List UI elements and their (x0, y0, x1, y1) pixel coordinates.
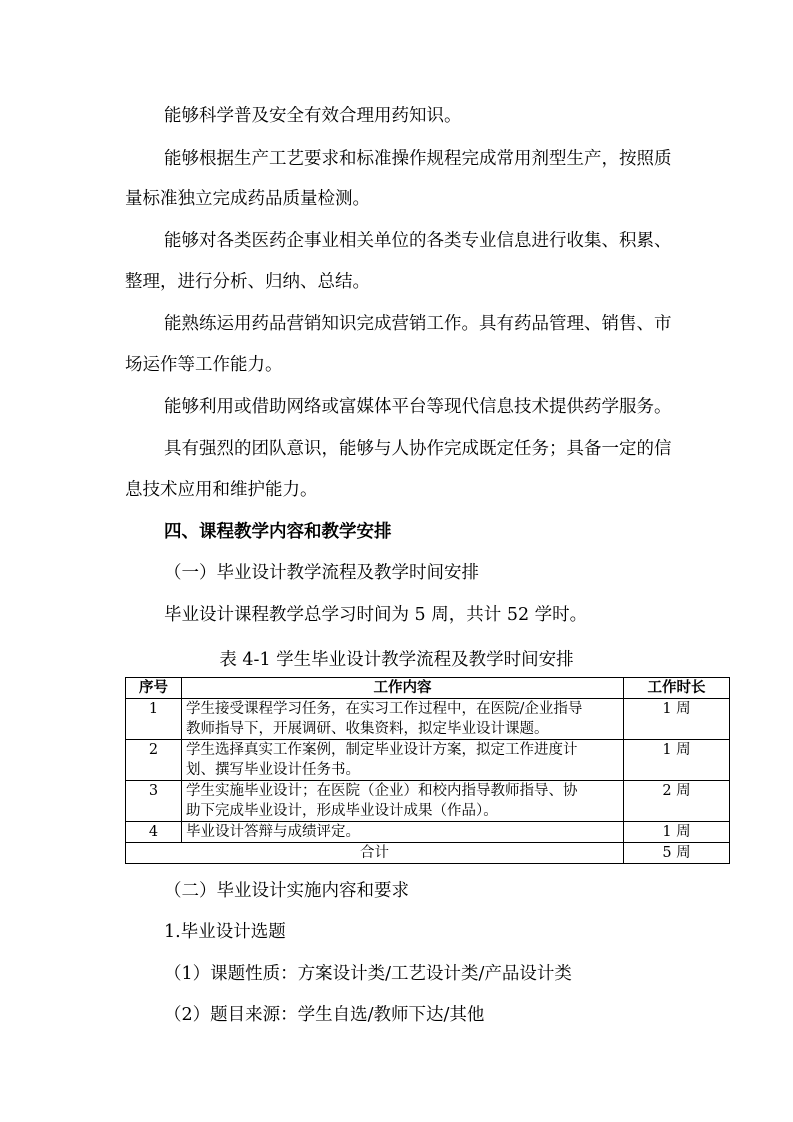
section-heading: 四、课程教学内容和教学安排 (164, 522, 392, 542)
row-content-line: 学生选择真实工作案例，制定毕业设计方案，拟定工作进度计 (186, 742, 578, 758)
row-no: 4 (126, 822, 182, 843)
paragraph: 能够根据生产工艺要求和标准操作规程完成常用剂型生产，按照质 (164, 149, 672, 169)
paragraph: 能够科学普及安全有效合理用药知识。 (164, 106, 462, 126)
table-row (126, 781, 730, 822)
total-value: 5 周 (624, 843, 730, 864)
row-duration: 1 周 (624, 740, 730, 781)
row-content-line: 学生接受课程学习任务，在实习工作过程中，在医院/企业指导 (186, 701, 583, 717)
table-header-row (126, 678, 730, 699)
paragraph: 量标准独立完成药品质量检测。 (125, 189, 370, 209)
paragraph: 能熟练运用药品营销知识完成营销工作。具有药品管理、销售、市 (164, 314, 672, 334)
row-no: 2 (126, 740, 182, 781)
list-item: （2）题目来源：学生自选/教师下达/其他 (164, 1005, 485, 1025)
table-row (126, 740, 730, 781)
total-label: 合计 (126, 843, 624, 864)
header-no: 序号 (126, 678, 182, 699)
paragraph: 整理，进行分析、归纳、总结。 (125, 272, 370, 292)
row-duration: 2 周 (624, 781, 730, 822)
row-content (182, 740, 624, 781)
header-content: 工作内容 (182, 678, 624, 699)
row-duration: 1 周 (624, 699, 730, 740)
row-duration: 1 周 (624, 822, 730, 843)
paragraph: 息技术应用和维护能力。 (125, 480, 318, 500)
paragraph: 能够利用或借助网络或富媒体平台等现代信息技术提供药学服务。 (164, 397, 672, 417)
row-content-line: 教师指导下，开展调研、收集资料，拟定毕业设计课题。 (186, 721, 549, 737)
row-no: 1 (126, 699, 182, 740)
row-content-line: 毕业设计答辩与成绩评定。 (186, 824, 360, 840)
list-item: 1.毕业设计选题 (164, 922, 286, 942)
row-content-line: 划、撰写毕业设计任务书。 (186, 762, 360, 778)
row-content (182, 699, 624, 740)
schedule-table (125, 677, 730, 864)
table-row (126, 699, 730, 740)
row-content (182, 822, 624, 843)
intro-text: 毕业设计课程教学总学习时间为 5 周，共计 52 学时。 (164, 605, 588, 625)
paragraph: 具有强烈的团队意识，能够与人协作完成既定任务；具备一定的信 (164, 439, 672, 459)
list-item: （1）课题性质：方案设计类/工艺设计类/产品设计类 (164, 964, 572, 984)
header-duration: 工作时长 (624, 678, 730, 699)
row-no: 3 (126, 781, 182, 822)
table-total-row (126, 843, 730, 864)
subheading: （二）毕业设计实施内容和要求 (164, 881, 409, 901)
table-caption: 表 4-1 学生毕业设计教学流程及教学时间安排 (219, 650, 574, 670)
table-row (126, 822, 730, 843)
paragraph: 场运作等工作能力。 (125, 355, 283, 375)
paragraph: 能够对各类医药企事业相关单位的各类专业信息进行收集、积累、 (164, 231, 672, 251)
row-content-line: 学生实施毕业设计；在医院（企业）和校内指导教师指导、协 (186, 783, 578, 799)
subheading: （一）毕业设计教学流程及教学时间安排 (164, 563, 479, 583)
row-content (182, 781, 624, 822)
row-content-line: 助下完成毕业设计，形成毕业设计成果（作品）。 (186, 803, 498, 819)
